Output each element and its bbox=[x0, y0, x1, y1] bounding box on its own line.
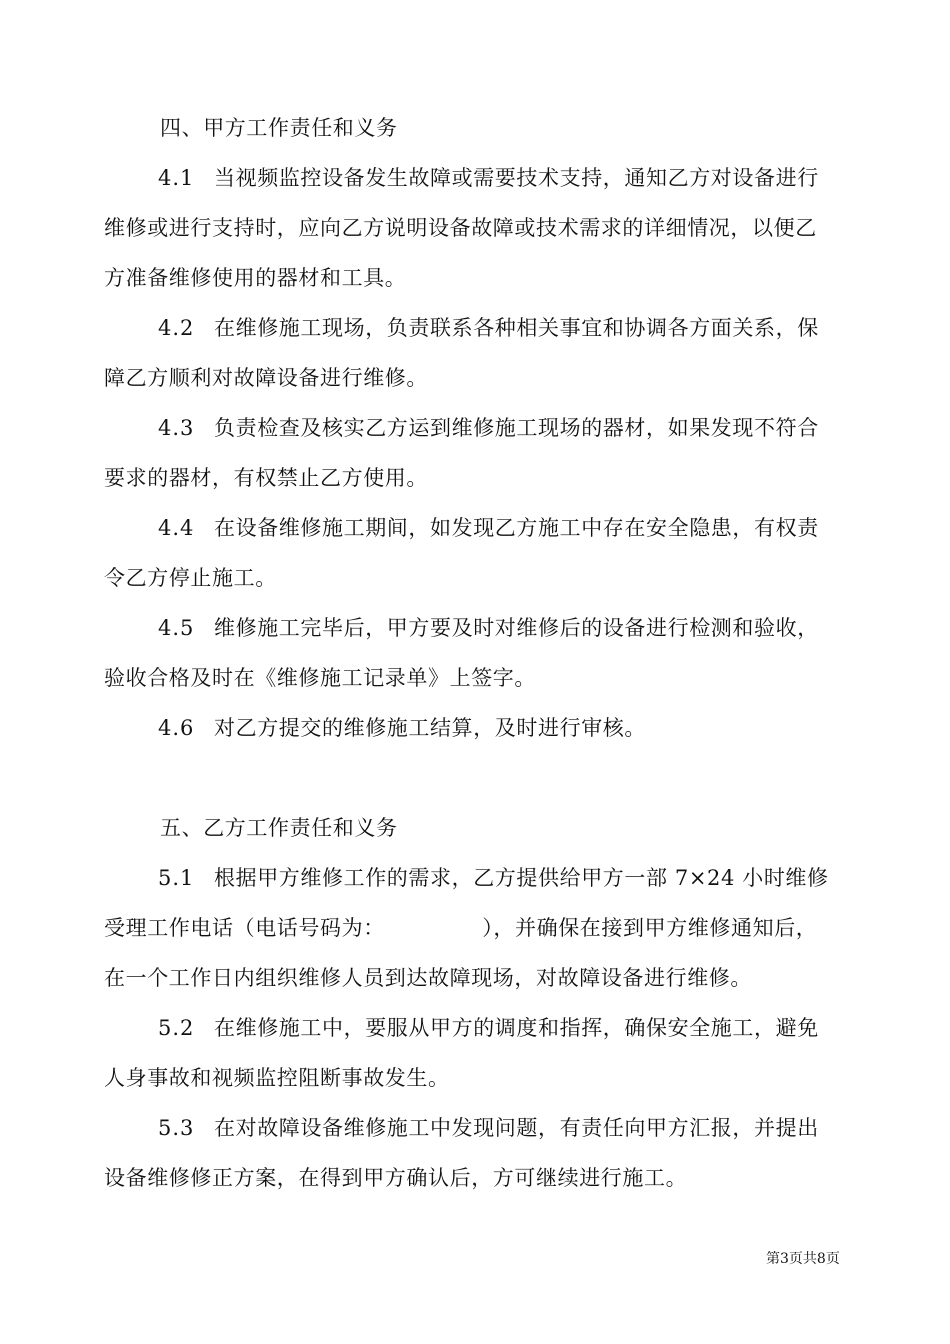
clause-text: 设备维修修正方案，在得到甲方确认后，方可继续进行施工。 bbox=[104, 1166, 688, 1190]
clause-text: 对乙方提交的维修施工结算，及时进行审核。 bbox=[214, 716, 646, 740]
section-heading bbox=[160, 813, 950, 843]
clause-text: 在维修施工现场，负责联系各种相关事宜和协调各方面关系，保 bbox=[214, 316, 819, 340]
section-heading-text: 五、乙方工作责任和义务 bbox=[160, 816, 398, 840]
clause-text: 人身事故和视频监控阻断事故发生。 bbox=[104, 1066, 450, 1090]
clause-text: 在对故障设备维修施工中发现问题，有责任向甲方汇报，并提出 bbox=[214, 1116, 819, 1140]
clause-text: 障乙方顺利对故障设备进行维修。 bbox=[104, 366, 428, 390]
clause-number: 4.2 bbox=[158, 316, 195, 340]
clause-line bbox=[104, 663, 950, 693]
clause-line bbox=[104, 1063, 950, 1093]
clause-text: 维修施工完毕后，甲方要及时对维修后的设备进行检测和验收， bbox=[214, 616, 819, 640]
clause-text: 当视频监控设备发生故障或需要技术支持，通知乙方对设备进行 bbox=[214, 166, 819, 190]
clause-text: 要求的器材，有权禁止乙方使用。 bbox=[104, 466, 428, 490]
clause-line bbox=[158, 413, 950, 443]
clause-text: 在一个工作日内组织维修人员到达故障现场，对故障设备进行维修。 bbox=[104, 966, 752, 990]
clause-line bbox=[104, 563, 950, 593]
clause-line bbox=[104, 363, 950, 393]
clause-line bbox=[158, 1113, 950, 1143]
clause-number: 5.2 bbox=[158, 1016, 195, 1040]
clause-text: 维修或进行支持时，应向乙方说明设备故障或技术需求的详细情况，以便乙 bbox=[104, 216, 817, 240]
clause-line bbox=[158, 313, 950, 343]
clause-text: 根据甲方维修工作的需求，乙方提供给甲方一部 7×24 小时维修 bbox=[214, 866, 829, 890]
clause-line bbox=[158, 163, 950, 193]
clause-number: 4.1 bbox=[158, 166, 195, 190]
clause-number: 4.5 bbox=[158, 616, 195, 640]
page-number: 第3页共8页 bbox=[766, 1251, 840, 1267]
clause-number: 4.3 bbox=[158, 416, 195, 440]
clause-number: 5.3 bbox=[158, 1116, 195, 1140]
clause-text: 负责检查及核实乙方运到维修施工现场的器材，如果发现不符合 bbox=[214, 416, 819, 440]
clause-text: 在设备维修施工期间，如发现乙方施工中存在安全隐患，有权责 bbox=[214, 516, 819, 540]
clause-number: 4.6 bbox=[158, 716, 195, 740]
clause-text: 方准备维修使用的器材和工具。 bbox=[104, 266, 407, 290]
clause-line bbox=[104, 263, 950, 293]
section-heading bbox=[160, 113, 950, 143]
clause-number: 5.1 bbox=[158, 866, 195, 890]
clause-line bbox=[158, 713, 950, 743]
section-heading-text: 四、甲方工作责任和义务 bbox=[160, 116, 398, 140]
clause-text: 令乙方停止施工。 bbox=[104, 566, 277, 590]
clause-line bbox=[158, 613, 950, 643]
clause-line bbox=[158, 513, 950, 543]
clause-line bbox=[104, 913, 950, 943]
clause-text: 在维修施工中，要服从甲方的调度和指挥，确保安全施工，避免 bbox=[214, 1016, 819, 1040]
clause-line bbox=[104, 213, 950, 243]
clause-text: 受理工作电话（电话号码为： ），并确保在接到甲方维修通知后， bbox=[104, 916, 818, 940]
clause-line bbox=[158, 863, 950, 893]
clause-line bbox=[158, 1013, 950, 1043]
clause-line bbox=[104, 963, 950, 993]
clause-line bbox=[104, 463, 950, 493]
clause-line bbox=[104, 1163, 950, 1193]
clause-number: 4.4 bbox=[158, 516, 195, 540]
clause-text: 验收合格及时在《维修施工记录单》上签字。 bbox=[104, 666, 536, 690]
